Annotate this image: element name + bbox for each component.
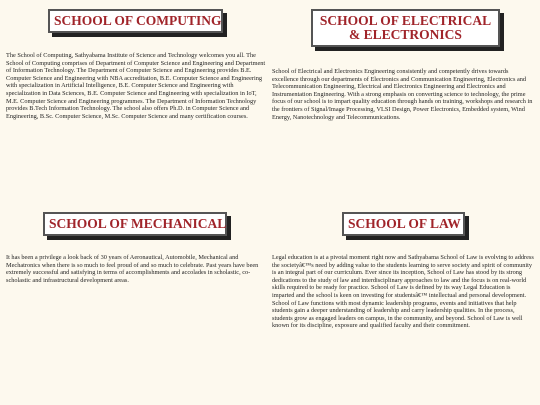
description-school-of-electrical-electronics: School of Electrical and Electronics Engineering consistently and competently drives towards excellence through our departments of Electronics and Communication Engineering, Electronics and Telecommunication Engineering, Electrical and Electronics Engineering and Electronics and Instrumentation Engineering. With a strong emphasis on converting science to technology, the prime focus of our school is to impart quality education through hands on training, workshops and research in the frontiers of Signal/Image Processing, VLSI Design, Power Electronics, Embedded system, Wind Energy, Nanotechnology and Telecommunications.: [272, 68, 533, 121]
heading-school-of-computing: SCHOOL OF COMPUTING: [48, 9, 223, 33]
heading-school-of-mechanical: SCHOOL OF MECHANICAL: [43, 212, 227, 236]
description-school-of-mechanical: It has been a privilege a look back of 30 years of Aeronautical, Automobile, Mechanical and Mechatronics when there is so much to feel proud of and so much to celebrate. Past years have been extremely successful and satisfying in terms of accomplishments and accolades in scholastic, co-scholastic and infrastructural development areas.: [6, 254, 259, 284]
description-school-of-law: Legal education is at a pivotal moment right now and Sathyabama School of Law is evolving to address the societyâ€™s need by adding value to the students learning to serve society and spirit of community is an integral part of our curriculum. Ever since its inception, School of Law has stood by its strong dedications to the study of law and interdisciplinary approaches to law and the focus is on real-world skills required to be ready for practice. School of Law is defined by its way Legal Education is imparted and the school is keen on investing for studentsâ€™ intellectual and personal development. School of Law functions with most dynamic leadership programs, events and initiatives that help students gain a deeper understanding of leadership and carry leadership qualities. In the process, students grow as engaged leaders on campus, in the community, and beyond. School of Law is well known for its discipline, exposure and qualified faculty and their commitment.: [272, 254, 534, 330]
description-school-of-computing: The School of Computing, Sathyabama Institute of Science and Technology welcomes you all. The School of Computing comprises of Department of Computer Science and Engineering and Department of Information Technology. The Department of Computer Science and Engineering provides B.E. Computer Science and Engineering with NBA accreditation, B.E. Computer Science and Engineering with specialization in Artificial Intelligence, B.E. Computer Science and Engineering with specialization in Data Sciences, B.E. Computer Science and Engineering with specialization in IoT, M.E. Computer Science and Engineering programmes. The Department of Information Technology provides B.Tech Information Technology. The school also offers Ph.D. in Computer Science and Engineering, B.Sc. Computer Science, M.Sc. Computer Science and many certification courses.: [6, 52, 266, 120]
heading-school-of-electrical-electronics: SCHOOL OF ELECTRICAL & ELECTRONICS: [311, 9, 500, 47]
heading-school-of-law: SCHOOL OF LAW: [342, 212, 465, 236]
